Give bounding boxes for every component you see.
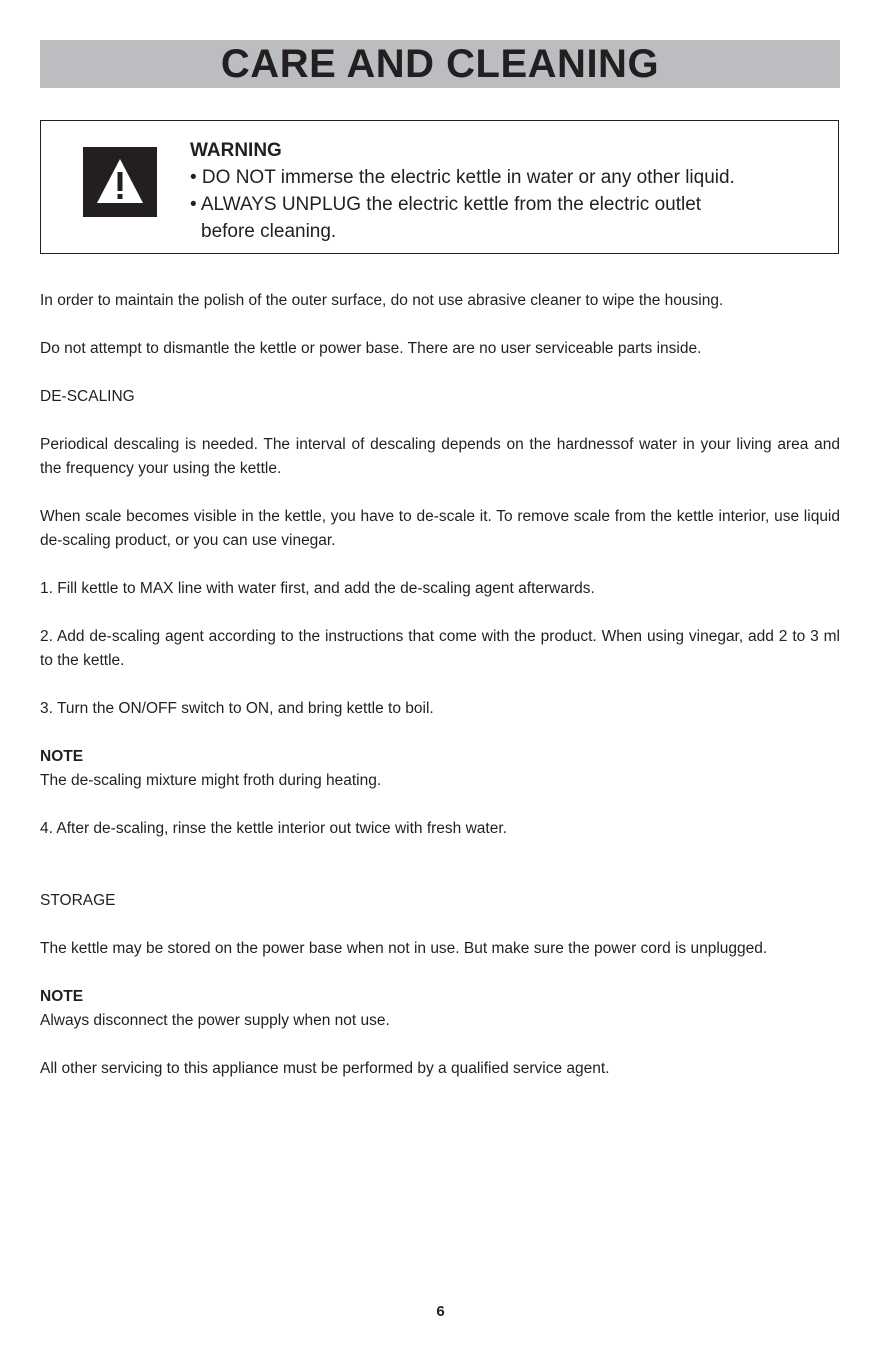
paragraph-servicing: All other servicing to this appliance must be performed by a qualified service agent. xyxy=(40,1060,610,1077)
warning-title: WARNING xyxy=(190,140,282,161)
paragraph-storage: The kettle may be stored on the power base when not in use. But make sure the power cord is unplugged. xyxy=(40,940,768,957)
storage-heading: STORAGE xyxy=(40,892,116,909)
step-2: 2. Add de-scaling agent according to the instructions that come with the product. When using vinegar, add 2 to 3 ml to the kettle. xyxy=(40,628,840,669)
warning-text xyxy=(190,137,735,245)
warning-line-1: • DO NOT immerse the electric kettle in water or any other liquid. xyxy=(190,167,735,188)
note-2-text: Always disconnect the power supply when not use. xyxy=(40,1012,390,1029)
step-3: 3. Turn the ON/OFF switch to ON, and bring kettle to boil. xyxy=(40,700,434,717)
descaling-heading: DE-SCALING xyxy=(40,388,135,405)
note-2-title: NOTE xyxy=(40,988,84,1005)
warning-box xyxy=(40,120,839,254)
warning-line-3: before cleaning. xyxy=(201,221,337,242)
warning-line-2: • ALWAYS UNPLUG the electric kettle from the electric outlet xyxy=(190,194,702,215)
paragraph-scale-visible: When scale becomes visible in the kettle, you have to de-scale it. To remove scale from the kettle interior, use liquid de-scaling product, or you can use vinegar. xyxy=(40,508,840,549)
warning-triangle-icon xyxy=(83,147,157,217)
paragraph-periodical: Periodical descaling is needed. The interval of descaling depends on the hardnessof water in your living area and the frequency your using the kettle. xyxy=(40,436,840,477)
paragraph-dismantle: Do not attempt to dismantle the kettle or power base. There are no user serviceable parts inside. xyxy=(40,340,702,357)
step-4: 4. After de-scaling, rinse the kettle interior out twice with fresh water. xyxy=(40,820,507,837)
page-title: CARE AND CLEANING xyxy=(220,42,660,86)
note-1-title: NOTE xyxy=(40,748,84,765)
page-number: 6 xyxy=(436,1303,445,1320)
title-bar xyxy=(40,40,840,88)
paragraph-polish: In order to maintain the polish of the outer surface, do not use abrasive cleaner to wipe the housing. xyxy=(40,292,724,309)
body-text xyxy=(40,289,840,1105)
step-1: 1. Fill kettle to MAX line with water first, and add the de-scaling agent afterwards. xyxy=(40,580,595,597)
note-1-text: The de-scaling mixture might froth during heating. xyxy=(40,772,382,789)
